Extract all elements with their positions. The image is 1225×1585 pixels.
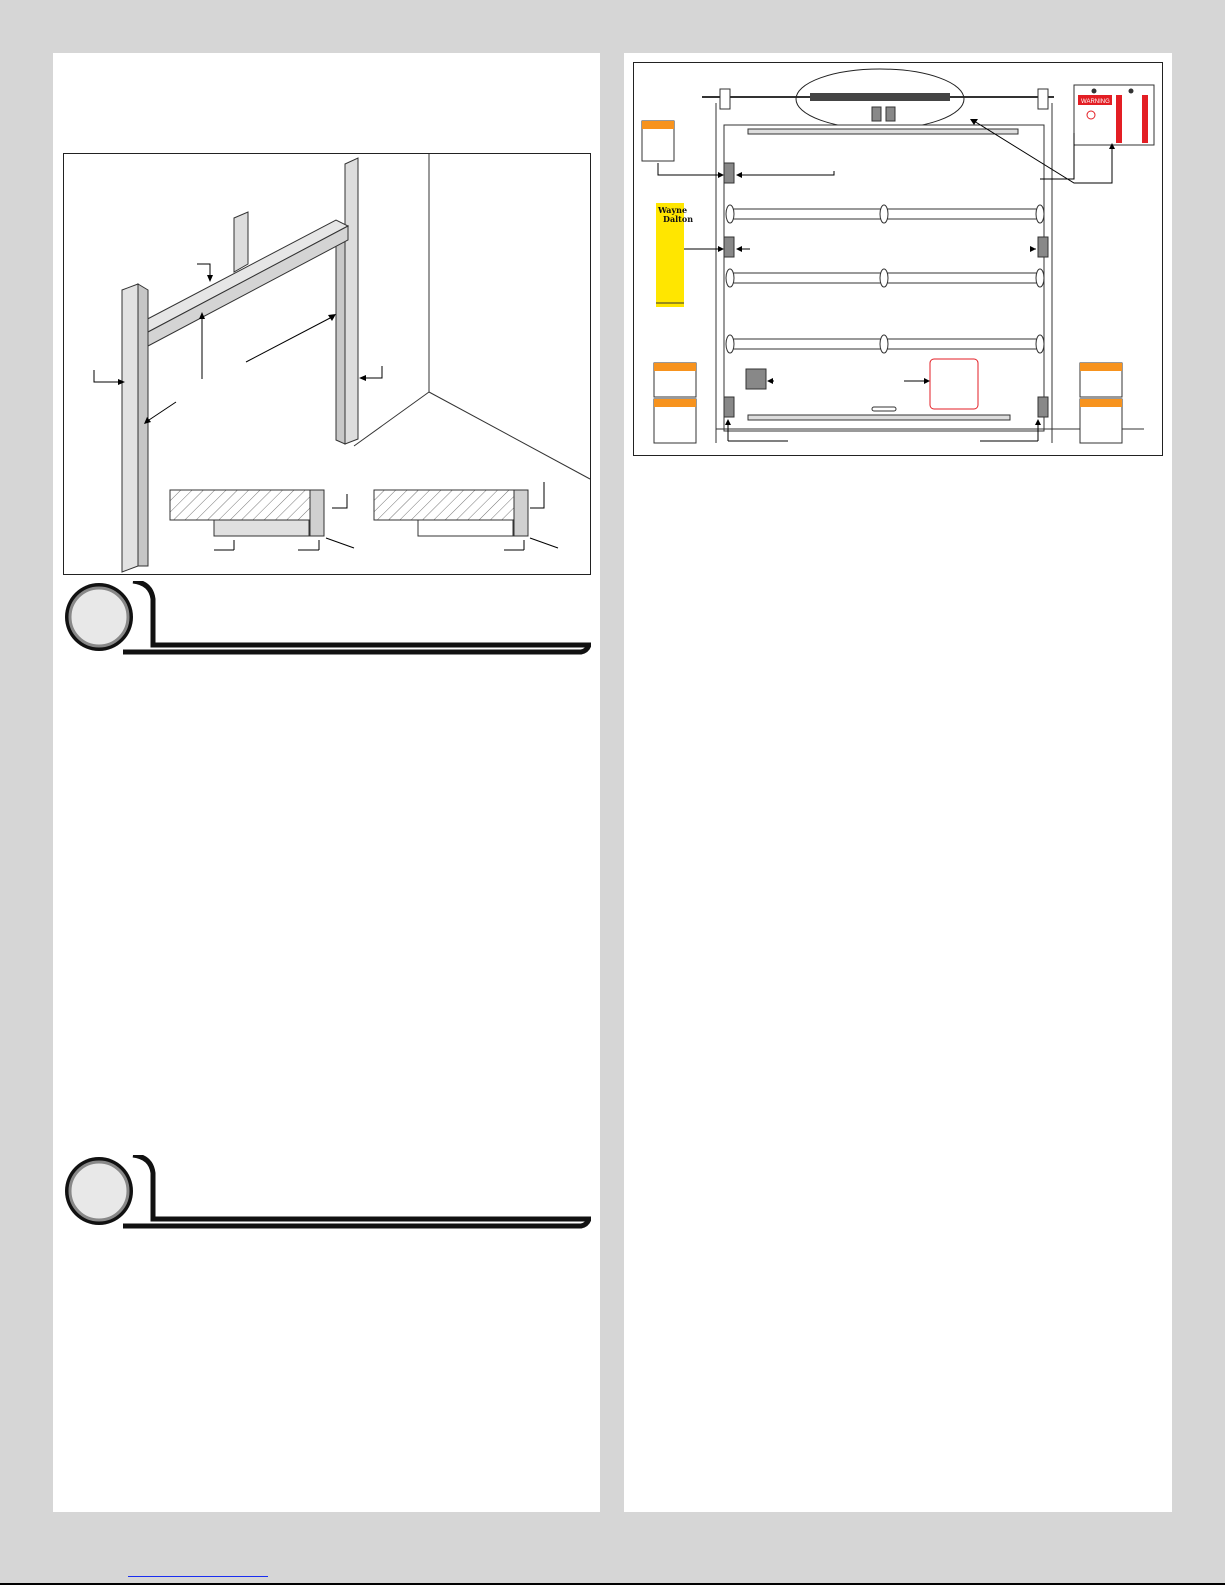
warning-label-bottom-left bbox=[654, 363, 696, 443]
torsion-spring bbox=[810, 93, 950, 101]
framing-illustration bbox=[64, 154, 590, 574]
logo-line-1: Wayne bbox=[658, 205, 688, 215]
wayne-dalton-label bbox=[656, 203, 693, 307]
garage-door-illustration bbox=[634, 63, 1162, 455]
warning-tag-text: WARNING bbox=[1081, 99, 1110, 105]
jamb-section-detail-left bbox=[170, 490, 354, 550]
jamb-section-detail-right bbox=[374, 482, 558, 550]
door-label-locations-figure bbox=[633, 62, 1163, 456]
logo-line-2: Dalton bbox=[663, 214, 694, 224]
right-page-column bbox=[624, 53, 1172, 1512]
step-header-1 bbox=[63, 581, 591, 659]
footer-link-underline[interactable] bbox=[128, 1576, 268, 1577]
left-page-column bbox=[53, 53, 600, 1512]
door-opening-framing-figure bbox=[63, 153, 591, 575]
warning-label-top-left bbox=[642, 121, 674, 161]
step-header-2 bbox=[63, 1155, 591, 1233]
warning-label-bottom-right bbox=[1080, 363, 1122, 443]
spring-warning-tags bbox=[1074, 85, 1154, 145]
